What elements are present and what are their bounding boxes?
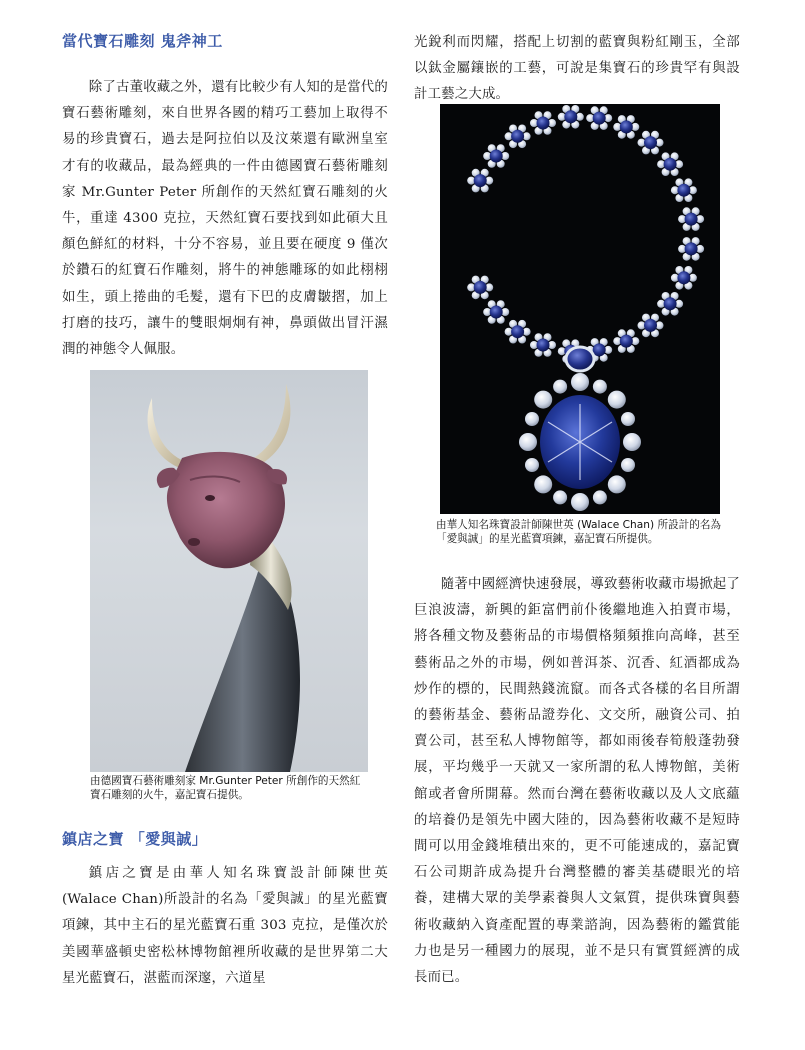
paragraph-gem-carving: 除了古董收藏之外，還有比較少有人知的是當代的寶石藝術雕刻，來自世界各國的精巧工藝加上取得不易的珍貴寶石，過去是阿拉伯以及汶萊還有歐洲皇室才有的收藏品，最為經典的一件由德國寶石藝術雕刻家 Mr.Gunter Peter 所創作的天然紅寶石雕刻的火牛，重達 4300 克拉，天然紅寶石要找到如此碩大且顏色鮮紅的材料，十分不容易，並且要在硬度 9 僅次於鑽石的紅寶石作雕刻，將牛的神態雕琢的如此栩栩如生，頭上捲曲的毛髮，還有下巴的皮膚皺摺，加上打磨的技巧，讓牛的雙眼炯炯有神，鼻頭做出冒汗濕潤的神態令人佩服。 <box>62 80 388 358</box>
halo-diamond <box>553 490 567 504</box>
halo-diamond <box>621 412 635 426</box>
necklace-link <box>657 292 683 316</box>
right-column-lower <box>414 572 740 991</box>
necklace-link <box>638 314 664 338</box>
necklace-link <box>530 111 556 135</box>
sapphire-necklace-photo <box>440 104 720 514</box>
necklace-link <box>558 105 584 129</box>
left-column <box>62 30 388 363</box>
paragraph-art-market: 隨著中國經濟快速發展，導致藝術收藏市場掀起了巨浪波濤，新興的鉅富們前仆後繼地進入拍賣市場，將各種文物及藝術品的市場價格頻頻推向高峰，甚至藝術品之外的市場，例如普洱茶、沉香、紅酒都成為炒作的標的，民間熱錢流竄。而各式各樣的名目所謂的藝術基金、藝術品證券化、文交所，融資公司、拍賣公司，甚至私人博物館等，都如雨後春筍般蓬勃發展，平均幾乎一天就又一家所謂的私人博物館，美術館或者會所開幕。然而台灣在藝術收藏以及人文底蘊的培養仍是領先中國大陸的，因為藝術收藏不是短時間可以用金錢堆積出來的，更不可能速成的，嘉記寶石公司期許成為提升台灣整體的審美基礎眼光的培養，建構大眾的美學素養與人文氣質，提供珠寶與藝術收藏納入資產配置的專業諮詢，因為藝術的鑑賞能力也是另一種國力的展現，並不是只有實質經濟的成長而已。 <box>414 577 740 986</box>
right-column <box>414 30 740 109</box>
halo-diamond <box>519 433 537 451</box>
halo-diamond <box>534 475 552 493</box>
halo-diamond <box>571 373 589 391</box>
bull-photo-caption: 由德國寶石藝術雕刻家 Mr.Gunter Peter 所創作的天然紅寶石雕刻的火牛，嘉記寶石提供。 <box>90 775 361 801</box>
necklace-photo-caption: 由華人知名珠寶設計師陳世英 (Walace Chan) 所設計的名為「愛與誠」的星光藍寶項鍊，嘉記寶石所提供。 <box>436 519 722 545</box>
necklace-link <box>505 125 531 149</box>
halo-diamond <box>525 412 539 426</box>
ruby-bull-sculpture-image <box>90 370 368 772</box>
necklace-link <box>657 152 683 176</box>
necklace-link <box>467 276 493 300</box>
halo-diamond <box>571 493 589 511</box>
necklace-link <box>505 320 531 344</box>
section-heading-gem-carving: 當代寶石雕刻 鬼斧神工 <box>62 32 223 50</box>
paragraph-store-treasure: 鎮店之寶是由華人知名珠寶設計師陳世英(Walace Chan)所設計的名為「愛與誠」的星光藍寶項鍊，其中主石的星光藍寶石重 303 克拉，是僅次於美國華盛頓史密松林博物館裡所收藏的是世界第二大星光藍寶石，湛藍而深邃，六道星 <box>62 866 388 986</box>
necklace-link <box>530 333 556 357</box>
section-heading-store-treasure: 鎮店之寶 「愛與誠」 <box>62 830 208 848</box>
paragraph-continued: 光銳利而閃耀，搭配上切割的藍寶與粉紅剛玉，全部以鈦金屬鑲嵌的工藝，可說是集寶石的珍貴罕有與設計工藝之大成。 <box>414 35 740 103</box>
halo-diamond <box>621 458 635 472</box>
necklace-link <box>483 300 509 324</box>
necklace-link <box>671 178 697 202</box>
necklace-link <box>467 169 493 193</box>
necklace-link <box>638 131 664 155</box>
necklace-link <box>678 207 704 231</box>
halo-diamond <box>608 475 626 493</box>
necklace-link <box>671 266 697 290</box>
halo-diamond <box>623 433 641 451</box>
left-column-lower <box>62 828 388 992</box>
ruby-bull-photo <box>90 370 368 772</box>
necklace-link <box>613 115 639 139</box>
halo-diamond <box>608 391 626 409</box>
halo-diamond <box>534 391 552 409</box>
necklace-link <box>483 144 509 168</box>
star-sapphire-necklace-image <box>440 104 720 514</box>
halo-diamond <box>593 490 607 504</box>
halo-diamond <box>553 380 567 394</box>
necklace-link <box>586 106 612 130</box>
necklace-link <box>678 237 704 261</box>
halo-diamond <box>525 458 539 472</box>
halo-diamond <box>593 380 607 394</box>
necklace-chain <box>467 105 704 363</box>
necklace-link <box>613 329 639 353</box>
